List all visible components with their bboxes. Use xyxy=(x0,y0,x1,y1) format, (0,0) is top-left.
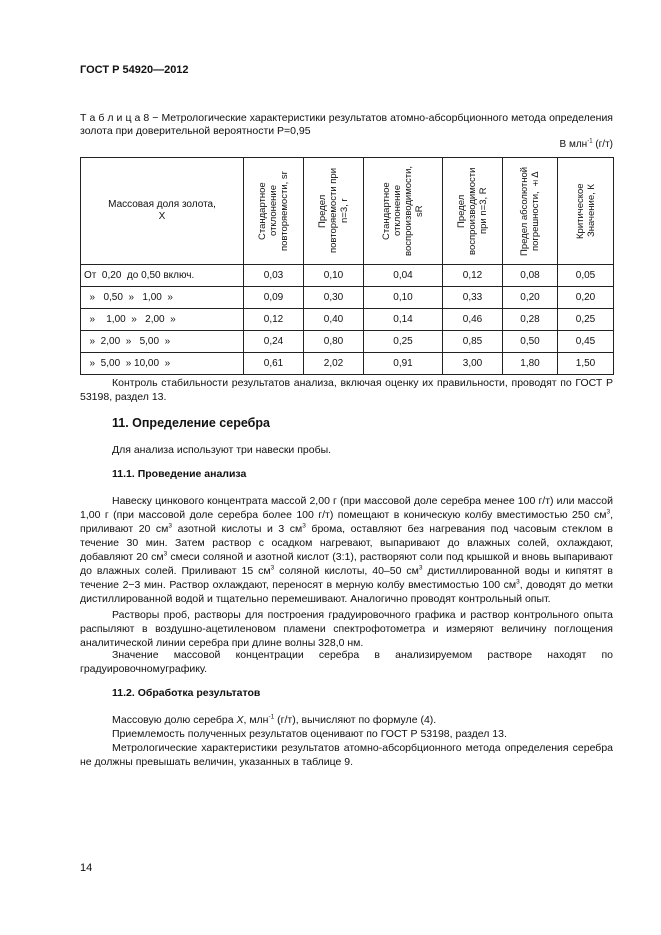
row-label: » 2,00 » 5,00 » xyxy=(81,331,244,353)
column-header: Предел воспроизводимости при n=3, R xyxy=(443,158,503,265)
table-cell: 0,40 xyxy=(304,309,364,331)
table-cell: 3,00 xyxy=(443,353,503,375)
table-cell: 0,28 xyxy=(503,309,558,331)
column-header: Стандартное отклонение повторяемости, sr xyxy=(244,158,304,265)
page-number: 14 xyxy=(80,862,93,874)
section-title-11-2: 11.2. Обработка результатов xyxy=(112,687,261,699)
paragraph-acceptance: Приемлемость полученных результатов оценивают по ГОСТ Р 53198, раздел 13. xyxy=(112,728,507,740)
table-row xyxy=(81,309,614,331)
table-cell: 0,50 xyxy=(503,331,558,353)
table-cell: 0,03 xyxy=(244,265,304,287)
table-cell: 0,91 xyxy=(364,353,443,375)
table-cell: 0,46 xyxy=(443,309,503,331)
paragraph-metrology: Метрологические характеристики результатов атомно-абсорбционного метода определения серебра не должны превышать величин, указанных в таблице 9. xyxy=(80,742,613,768)
column-header: Предел абсолютной погрешности, ±Δ xyxy=(503,158,558,265)
table-cell: 0,08 xyxy=(503,265,558,287)
paragraph-control: Контроль стабильности результатов анализа, включая оценку их правильности, проводят по ГОСТ Р 53198, раздел 13. xyxy=(80,377,613,403)
table-cell: 0,33 xyxy=(443,287,503,309)
column-header: Предел повторяемости при n=3, r xyxy=(304,158,364,265)
table-cell: 0,80 xyxy=(304,331,364,353)
table-cell: 1,50 xyxy=(558,353,614,375)
row-label: » 5,00 » 10,00 » xyxy=(81,353,244,375)
row-label: » 1,00 » 2,00 » xyxy=(81,309,244,331)
row-label: » 0,50 » 1,00 » xyxy=(81,287,244,309)
table-cell: 0,24 xyxy=(244,331,304,353)
table-cell: 0,25 xyxy=(558,309,614,331)
table-cell: 0,12 xyxy=(244,309,304,331)
table-cell: 2,02 xyxy=(304,353,364,375)
paragraph-calibration: Значение массовой концентрации серебра в анализируемом растворе находят по градуировочномуграфику. xyxy=(80,649,613,675)
table-cell: 0,10 xyxy=(364,287,443,309)
table-cell: 0,30 xyxy=(304,287,364,309)
table-cell: 0,14 xyxy=(364,309,443,331)
paragraph-procedure: Навеску цинкового концентрата массой 2,00 г (при массовой доле серебра менее 100 г/т) или массой 1,00 г (при массовой доле серебра более 100 г/т) помещают в коническую колбу вместимостью 250 $см^3$, приливают 20 $см^3$ азотной кислоты и 3 $см^3$ брома, оставляют без нагревания под часовым стеклом в течение 30 мин. Затем раствор с осадком нагревают, выпаривают до влажных солей, охлаждают, добавляют 20 $см^3$ смеси соляной и азотной кислот (3:1), растворяют соли под крышкой и вновь выпаривают до влажных солей. Приливают 15 $см^3$ соляной кислоты, 40–50 $см^3$ дистиллированной воды и кипятят в течение 2−3 мин. Раствор охлаждают, переносят в мерную колбу вместимостью 100 $см^3$, доводят до метки дистиллированной водой и тщательно перемешивают. Аналогично проводят контрольный опыт. xyxy=(80,495,613,605)
column-header-mass-fraction: Массовая доля золота, Х xyxy=(81,158,244,265)
table-cell: 0,09 xyxy=(244,287,304,309)
row-label: От 0,20 до 0,50 включ. xyxy=(81,265,244,287)
table-cell: 0,20 xyxy=(503,287,558,309)
paragraph-formula: Массовую долю серебра X, млн$^{-1}$ (г/т), вычисляют по формуле (4). xyxy=(112,713,437,726)
metrology-table xyxy=(80,157,614,375)
table-cell: 0,05 xyxy=(558,265,614,287)
column-header: Критическое Значение, К xyxy=(558,158,614,265)
table-row xyxy=(81,331,614,353)
table-cell: 0,25 xyxy=(364,331,443,353)
table-header-row xyxy=(81,158,614,265)
paragraph-measurement: Растворы проб, растворы для построения градуировочного графика и раствор контрольного опыта распыляют в воздушно-ацетиленовом пламени спектрофотометра и измеряют величину поглощения аналитической линии серебра при длине волны 328,0 нм. xyxy=(80,609,613,649)
table-cell: 0,10 xyxy=(304,265,364,287)
table-cell: 1,80 xyxy=(503,353,558,375)
table-row xyxy=(81,265,614,287)
section-title-11: 11. Определение серебра xyxy=(112,416,270,430)
table-row xyxy=(81,353,614,375)
column-header: Стандартное отклонение воспроизводимости, sR xyxy=(364,158,443,265)
table-cell: 0,12 xyxy=(443,265,503,287)
table-caption: Т а б л и ц а 8 − Метрологические характеристики результатов атомно-абсорбционного метода определения золота при доверительной вероятности Р=0,95 xyxy=(80,112,613,137)
table-cell: 0,85 xyxy=(443,331,503,353)
table-cell: 0,61 xyxy=(244,353,304,375)
table-cell: 0,45 xyxy=(558,331,614,353)
table-cell: 0,04 xyxy=(364,265,443,287)
table-units: В млн$^{-1}$ (г/т) xyxy=(559,138,613,150)
paragraph-intro: Для анализа используют три навески пробы. xyxy=(112,444,332,456)
table-cell: 0,20 xyxy=(558,287,614,309)
table-row xyxy=(81,287,614,309)
section-title-11-1: 11.1. Проведение анализа xyxy=(112,468,247,480)
document-header: ГОСТ Р 54920—2012 xyxy=(80,64,189,76)
